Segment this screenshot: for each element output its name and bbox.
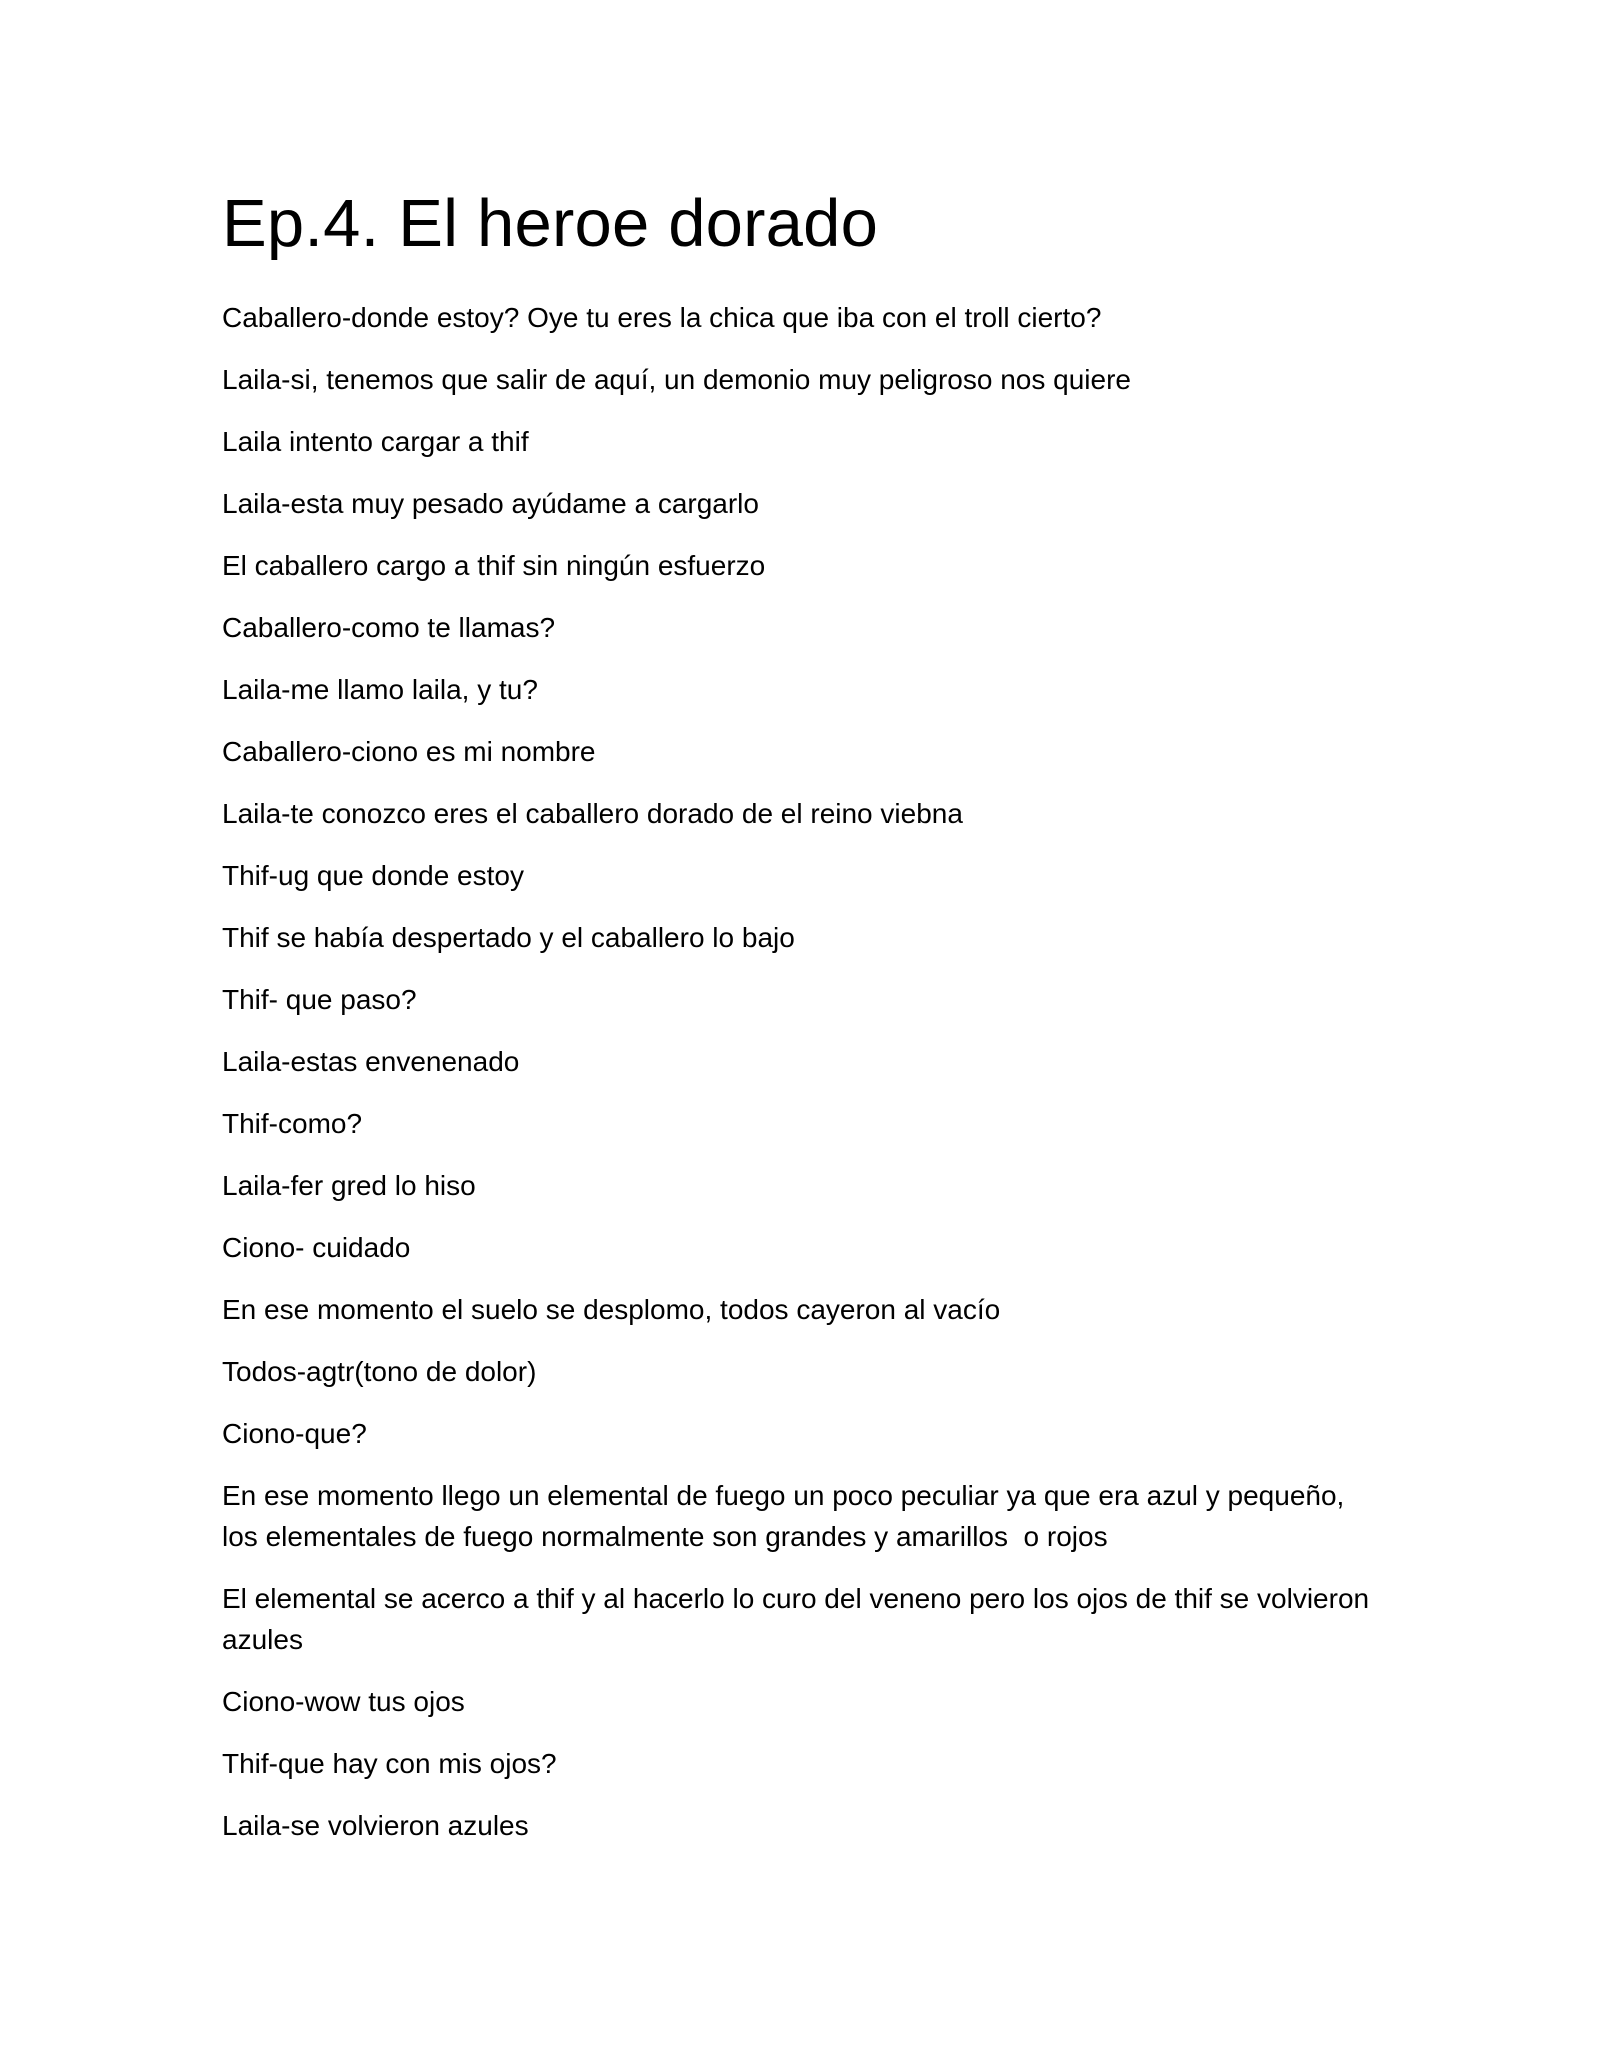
paragraph: Laila-esta muy pesado ayúdame a cargarlo [222,488,759,519]
paragraph: Ciono-que? [222,1418,367,1449]
document-page [222,186,1382,1867]
paragraph: Laila-fer gred lo hiso [222,1170,476,1201]
paragraph: El elemental se acerco a thif y al hacerlo lo curo del veneno pero los ojos de thif se volvieron azules [222,1583,1377,1655]
paragraph: Ciono-wow tus ojos [222,1686,465,1717]
paragraph: Ciono- cuidado [222,1232,411,1263]
paragraph: En ese momento el suelo se desplomo, todos cayeron al vacío [222,1294,1001,1325]
paragraph: Caballero-ciono es mi nombre [222,736,596,767]
paragraph: Laila-estas envenenado [222,1046,520,1077]
document-title: Ep.4. El heroe dorado [222,186,879,261]
paragraph: Thif- que paso? [222,984,417,1015]
paragraph: En ese momento llego un elemental de fuego un poco peculiar ya que era azul y pequeño, los elementales de fuego normalmente son grandes y amarillos o rojos [222,1480,1353,1552]
document-body [222,297,1382,1846]
paragraph: Laila-si, tenemos que salir de aquí, un demonio muy peligroso nos quiere [222,364,1131,395]
paragraph: Todos-agtr(tono de dolor) [222,1356,537,1387]
paragraph: Thif se había despertado y el caballero lo bajo [222,922,795,953]
paragraph: Thif-ug que donde estoy [222,860,524,891]
paragraph: Laila-te conozco eres el caballero dorado de el reino viebna [222,798,963,829]
paragraph: Laila-me llamo laila, y tu? [222,674,538,705]
paragraph: Thif-como? [222,1108,363,1139]
paragraph: Caballero-como te llamas? [222,612,556,643]
paragraph: Laila intento cargar a thif [222,426,529,457]
paragraph: Thif-que hay con mis ojos? [222,1748,557,1779]
paragraph: Caballero-donde estoy? Oye tu eres la chica que iba con el troll cierto? [222,302,1102,333]
paragraph: Laila-se volvieron azules [222,1810,529,1841]
paragraph: El caballero cargo a thif sin ningún esfuerzo [222,550,766,581]
